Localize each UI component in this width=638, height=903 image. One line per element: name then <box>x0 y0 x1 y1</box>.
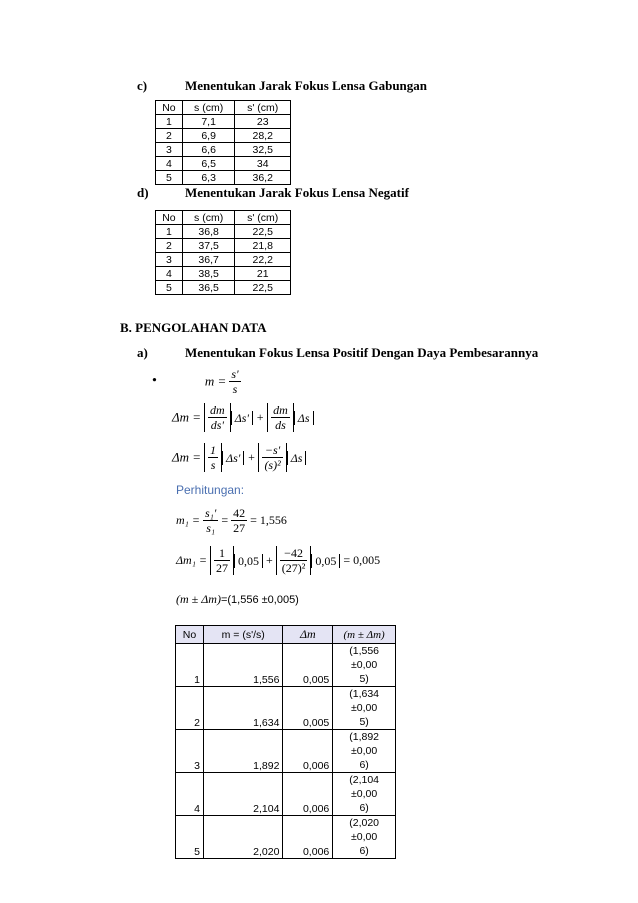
cell: 4 <box>156 157 183 171</box>
formula-lhs: m = <box>204 373 227 389</box>
table-row <box>176 773 396 816</box>
cell: 36,5 <box>182 281 235 295</box>
calculation-final <box>176 590 299 608</box>
cell-line: 6) <box>359 802 369 814</box>
cell: 1 <box>156 225 183 239</box>
cell-line: (2,020 ±0,00 <box>349 817 380 843</box>
section-d-title: Menentukan Jarak Fokus Lensa Negatif <box>185 185 409 200</box>
formula-lhs: Δm = <box>172 409 202 425</box>
section-c-title: Menentukan Jarak Fokus Lensa Gabungan <box>185 78 428 93</box>
table-row <box>176 687 396 730</box>
cell <box>333 687 396 730</box>
numerator: 42 <box>233 506 246 520</box>
header-cell: No <box>176 626 204 644</box>
plus-sign: + <box>265 553 273 567</box>
result-value: = 1,556 <box>250 513 287 527</box>
cell: 0,006 <box>283 773 333 816</box>
formula-lhs: m₁ = <box>176 513 200 527</box>
cell-line: 5) <box>359 673 369 685</box>
cell-line: 5) <box>359 716 369 728</box>
cell: 6,9 <box>182 129 235 143</box>
header-cell: (m ± Δm) <box>333 626 396 644</box>
table-row <box>176 816 396 859</box>
cell: 5 <box>156 171 183 185</box>
cell: 4 <box>156 267 183 281</box>
cell: 21,8 <box>235 239 291 253</box>
cell-line: (2,104 ±0,00 <box>349 774 380 800</box>
section-b-title: B. PENGOLAHAN DATA <box>120 320 267 335</box>
abs-value: 0,05 <box>234 554 263 568</box>
denominator: (27)² <box>281 561 306 575</box>
header-cell: No <box>156 211 183 225</box>
header-cell: s (cm) <box>182 101 235 115</box>
cell: 32,5 <box>235 143 291 157</box>
abs-value <box>276 546 312 575</box>
table-row <box>176 644 396 687</box>
table-row <box>176 730 396 773</box>
result-value: = 0,005 <box>343 553 381 567</box>
table-header-row <box>156 211 291 225</box>
cell: 3 <box>176 730 204 773</box>
denominator: s₁ <box>206 521 216 535</box>
cell: 1,556 <box>203 644 283 687</box>
table-lensa-gabungan <box>155 100 291 185</box>
cell: 6,3 <box>182 171 235 185</box>
table-row <box>156 115 291 129</box>
table-header-row <box>176 626 396 644</box>
abs-value <box>204 403 231 432</box>
numerator: s' <box>231 367 239 381</box>
bullet-icon: • <box>152 373 157 389</box>
cell: 6,6 <box>182 143 235 157</box>
denominator: s <box>210 458 216 472</box>
cell: 6,5 <box>182 157 235 171</box>
denominator: 27 <box>215 561 228 575</box>
formula-m-definition <box>152 367 241 396</box>
cell: 28,2 <box>235 129 291 143</box>
cell: 3 <box>156 143 183 157</box>
cell: 0,005 <box>283 644 333 687</box>
cell <box>333 816 396 859</box>
plus-sign: + <box>256 410 265 424</box>
cell: 36,7 <box>182 253 235 267</box>
formula-delta-m-general <box>172 403 314 432</box>
numerator: dm <box>273 403 288 417</box>
result-value: =(1,556 ±0,005) <box>220 594 299 606</box>
table-row <box>156 267 291 281</box>
cell: 5 <box>156 281 183 295</box>
denominator: s <box>232 382 238 396</box>
table-row <box>156 281 291 295</box>
abs-value <box>210 546 234 575</box>
cell: 22,5 <box>235 225 291 239</box>
numerator: dm <box>210 403 225 417</box>
denominator: ds <box>275 418 286 432</box>
abs-value: Δs' <box>231 411 253 425</box>
section-b-sub-letter: a) <box>137 345 148 360</box>
cell: 1,892 <box>203 730 283 773</box>
section-d-letter: d) <box>137 185 149 200</box>
cell: 21 <box>235 267 291 281</box>
numerator: s₁' <box>204 506 217 520</box>
plus-sign: + <box>247 450 256 464</box>
cell: 0,005 <box>283 687 333 730</box>
abs-value <box>267 403 294 432</box>
cell: 0,006 <box>283 730 333 773</box>
denominator: (s)² <box>264 458 281 472</box>
cell-line: (1,892 ±0,00 <box>349 731 380 757</box>
formula-lhs: Δm = <box>172 449 202 465</box>
denominator: ds' <box>210 418 224 432</box>
cell: 22,5 <box>235 281 291 295</box>
table-lensa-negatif <box>155 210 291 295</box>
table-row <box>156 143 291 157</box>
denominator: 27 <box>233 521 246 535</box>
cell: 2 <box>156 129 183 143</box>
fraction <box>229 367 240 396</box>
table-row <box>156 129 291 143</box>
cell: 23 <box>235 115 291 129</box>
cell <box>333 730 396 773</box>
header-cell: m = (s'/s) <box>203 626 283 644</box>
table-row <box>156 253 291 267</box>
header-cell: No <box>156 101 183 115</box>
cell: 1 <box>176 644 204 687</box>
header-cell: s (cm) <box>182 211 235 225</box>
section-c-letter: c) <box>137 78 148 93</box>
header-cell: Δm <box>283 626 333 644</box>
table-header-row <box>156 101 291 115</box>
fraction <box>203 506 218 535</box>
cell: 2,104 <box>203 773 283 816</box>
calculation-delta-m1 <box>176 546 380 575</box>
numerator: −s' <box>262 443 282 458</box>
cell: 3 <box>156 253 183 267</box>
cell <box>333 644 396 687</box>
formula-lhs: Δm₁ = <box>176 553 207 567</box>
formula-lhs: (m ± Δm) <box>176 592 221 606</box>
fraction <box>231 506 247 535</box>
numerator: −42 <box>280 546 308 561</box>
cell: 0,006 <box>283 816 333 859</box>
table-row <box>156 157 291 171</box>
cell: 36,2 <box>235 171 291 185</box>
cell-line: (1,634 ±0,00 <box>349 688 380 714</box>
table-row <box>156 239 291 253</box>
cell: 2,020 <box>203 816 283 859</box>
cell <box>333 773 396 816</box>
cell: 2 <box>176 687 204 730</box>
equals-sign: = <box>221 513 229 527</box>
abs-value: Δs <box>294 411 314 425</box>
abs-value <box>258 443 286 472</box>
cell: 22,2 <box>235 253 291 267</box>
cell-line: 6) <box>359 759 369 771</box>
cell: 38,5 <box>182 267 235 281</box>
result-table <box>175 625 396 859</box>
cell: 4 <box>176 773 204 816</box>
cell: 34 <box>235 157 291 171</box>
abs-value: Δs <box>287 451 307 465</box>
section-b-sub-title: Menentukan Fokus Lensa Positif Dengan Daya Pembesarannya <box>185 345 539 360</box>
cell: 36,8 <box>182 225 235 239</box>
table-row <box>156 225 291 239</box>
calculation-label: Perhitungan: <box>176 483 245 497</box>
cell: 37,5 <box>182 239 235 253</box>
calculation-m1 <box>176 506 287 535</box>
formula-delta-m-derived <box>172 443 306 472</box>
header-cell: s' (cm) <box>235 101 291 115</box>
numerator: 1 <box>214 546 230 561</box>
cell: 1,634 <box>203 687 283 730</box>
abs-value: Δs' <box>222 451 244 465</box>
abs-value: 0,05 <box>311 554 340 568</box>
cell: 1 <box>156 115 183 129</box>
table-row <box>156 171 291 185</box>
cell-line: (1,556 ±0,00 <box>349 645 380 671</box>
header-cell: s' (cm) <box>235 211 291 225</box>
cell: 7,1 <box>182 115 235 129</box>
cell: 2 <box>156 239 183 253</box>
cell: 5 <box>176 816 204 859</box>
cell-line: 6) <box>359 845 369 857</box>
numerator: 1 <box>210 443 217 457</box>
abs-value <box>204 443 222 472</box>
